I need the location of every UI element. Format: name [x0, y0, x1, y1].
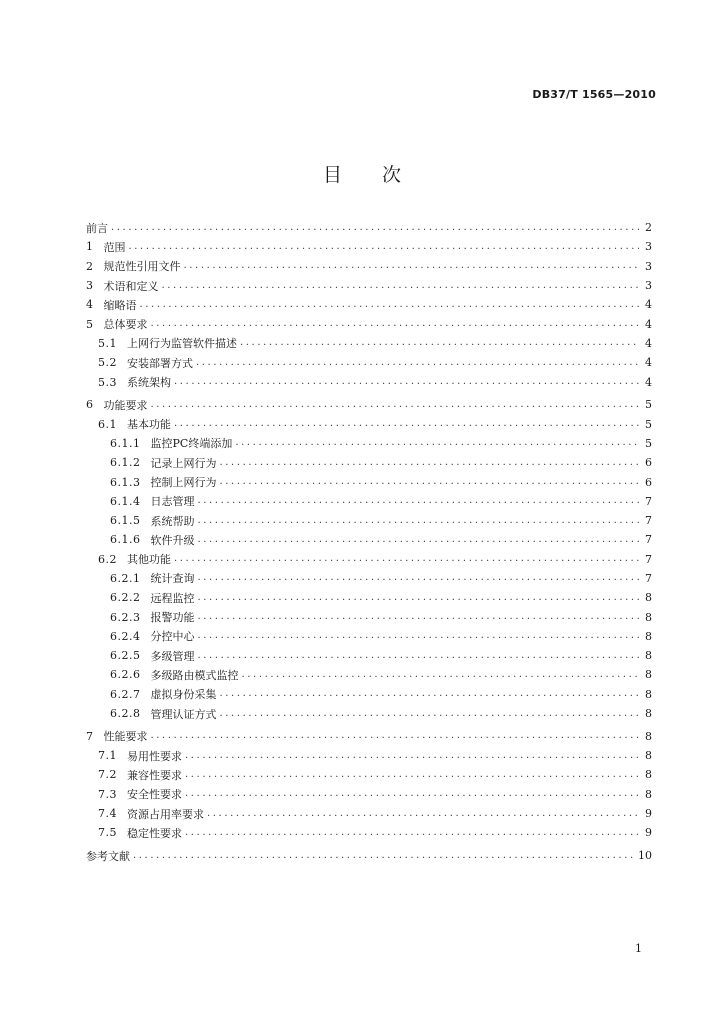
toc-entry-label: 兼容性要求: [127, 768, 182, 782]
toc-entry-page-number: 4: [645, 336, 652, 350]
toc-entry-page-number: 8: [645, 768, 652, 782]
toc-entry-number: 6.2.8: [110, 707, 141, 721]
toc-entry-label: 其他功能: [127, 553, 171, 567]
toc-entry-leader-dots: [185, 751, 639, 761]
toc-entry-leader-dots: [220, 689, 640, 699]
toc-entry-label: 规范性引用文件: [103, 260, 181, 274]
toc-entry-label: 缩略语: [103, 298, 137, 312]
toc-entry-number: 6: [86, 398, 94, 412]
toc-entry[interactable]: [86, 530, 652, 549]
toc-entry-leader-dots: [198, 631, 640, 641]
toc-entry-leader-dots: [198, 516, 640, 526]
toc-entry-label: 功能要求: [103, 398, 148, 412]
toc-entry-leader-dots: [174, 554, 639, 564]
toc-entry-leader-dots: [198, 651, 640, 661]
toc-entry-number: 7.1: [98, 749, 117, 763]
toc-title: [0, 160, 724, 187]
toc-entry-label: 总体要求: [103, 318, 148, 332]
toc-entry-leader-dots: [111, 223, 639, 233]
toc-entry-leader-dots: [174, 377, 639, 387]
toc-entry-page-number: 8: [645, 629, 652, 643]
toc-entry-number: 6.1.6: [110, 533, 141, 547]
toc-entry[interactable]: [86, 746, 652, 765]
toc-entry-leader-dots: [185, 770, 639, 780]
toc-entry-page-number: 7: [645, 514, 652, 528]
toc-entry-leader-dots: [129, 242, 640, 252]
toc-entry-leader-dots: [198, 496, 640, 506]
toc-entry-leader-dots: [240, 338, 639, 348]
toc-entry-label: 术语和定义: [103, 279, 159, 293]
toc-entry-label: 前言: [86, 221, 108, 235]
toc-entry[interactable]: [86, 257, 652, 276]
toc-entry-page-number: 7: [645, 533, 652, 547]
toc-entry-number: 7.3: [98, 787, 117, 801]
toc-entry-page-number: 4: [645, 375, 652, 389]
toc-entry-label: 日志管理: [150, 495, 195, 509]
toc-entry-label: 性能要求: [103, 730, 148, 744]
toc-entry-leader-dots: [198, 573, 640, 583]
toc-entry-label: 稳定性要求: [127, 826, 182, 840]
toc-entry-number: 6.2.5: [110, 649, 141, 663]
document-code: DB37/T 1565—2010: [532, 88, 656, 101]
toc-entry-leader-dots: [185, 828, 639, 838]
toc-entry-page-number: 3: [645, 279, 652, 293]
toc-entry-label: 控制上网行为: [150, 476, 217, 489]
toc-entry[interactable]: [86, 353, 652, 372]
toc-entry-leader-dots: [184, 261, 640, 271]
toc-entry-leader-dots: [174, 419, 639, 429]
toc-entry-number: 5: [86, 317, 94, 331]
toc-entry-leader-dots: [151, 731, 640, 741]
toc-entry-label: 监控PC终端添加: [150, 437, 233, 451]
toc-entry-leader-dots: [198, 593, 640, 603]
toc-entry-label: 基本功能: [127, 418, 171, 432]
toc-entry[interactable]: [86, 372, 652, 391]
toc-entry[interactable]: [86, 453, 652, 472]
toc-entry-leader-dots: [220, 709, 640, 719]
toc-entry-number: 7.4: [98, 807, 117, 821]
toc-entry[interactable]: [86, 846, 652, 865]
toc-entry[interactable]: [86, 823, 652, 842]
toc-entry-number: 6.2.1: [110, 571, 141, 585]
toc-entry[interactable]: [86, 550, 652, 569]
toc-entry-label: 多级路由模式监控: [150, 668, 239, 682]
toc-entry-number: 6.1.5: [110, 514, 141, 528]
toc-entry-page-number: 6: [645, 456, 652, 470]
toc-entry-leader-dots: [162, 281, 640, 291]
toc-entry-page-number: 7: [645, 494, 652, 508]
toc-entry-label: 参考文献: [86, 849, 130, 863]
toc-entry-label: 范围: [103, 240, 126, 254]
toc-entry[interactable]: [86, 627, 652, 646]
toc-entry-number: 7.5: [98, 826, 117, 840]
toc-entry[interactable]: [86, 607, 652, 626]
toc-entry-label: 易用性要求: [127, 749, 182, 763]
toc-entry-label: 安装部署方式: [127, 356, 193, 370]
toc-entry-number: 6.2.7: [110, 687, 141, 701]
toc-entry[interactable]: [86, 665, 652, 684]
toc-entry-page-number: 3: [645, 259, 652, 273]
toc-entry[interactable]: [86, 492, 652, 511]
toc-entry-number: 5.1: [98, 336, 117, 350]
toc-entry-label: 软件升级: [150, 533, 195, 547]
toc-entry[interactable]: [86, 588, 652, 607]
toc-entry-page-number: 8: [645, 591, 652, 605]
toc-entry[interactable]: [86, 727, 652, 746]
toc-title-char-1: 目: [322, 164, 342, 186]
toc-entry-number: 6.2.4: [110, 629, 141, 643]
toc-entry-number: 3: [86, 279, 94, 293]
toc-entry-label: 管理认证方式: [150, 707, 217, 721]
toc-entry-page-number: 5: [645, 436, 652, 450]
toc-entry-page-number: 5: [645, 417, 652, 431]
toc-entry-leader-dots: [140, 300, 640, 310]
toc-entry-leader-dots: [151, 400, 640, 410]
toc-entry-page-number: 7: [645, 552, 652, 566]
toc-entry-label: 虚拟身份采集: [150, 688, 217, 702]
toc-entry-number: 6.2: [98, 552, 117, 566]
toc-entry-page-number: 4: [645, 317, 652, 331]
toc-entry-leader-dots: [235, 438, 639, 448]
toc-entry-page-number: 4: [645, 356, 652, 370]
toc-entry-label: 上网行为监管软件描述: [127, 337, 237, 351]
toc-entry[interactable]: [86, 414, 652, 433]
toc-entry-number: 6.2.3: [110, 610, 141, 624]
toc-entry[interactable]: [86, 569, 652, 588]
toc-entry-page-number: 4: [645, 298, 652, 312]
toc-entry-page-number: 2: [645, 221, 652, 235]
toc-entry-number: 6.1.3: [110, 475, 141, 489]
toc-entry-label: 远程监控: [150, 591, 195, 605]
toc-entry-number: 6.1: [98, 417, 117, 431]
toc-entry-number: 5.3: [98, 375, 117, 389]
toc-entry[interactable]: [86, 804, 652, 823]
toc-entry[interactable]: [86, 685, 652, 704]
toc-entry-number: 6.2.6: [110, 668, 141, 682]
toc-entry-label: 系统帮助: [150, 514, 195, 528]
toc-entry-number: 2: [86, 259, 94, 273]
toc-entry-number: 6.2.2: [110, 591, 141, 605]
toc-entry-label: 系统架构: [127, 376, 171, 390]
toc-entry[interactable]: [86, 334, 652, 353]
toc-entry[interactable]: [86, 646, 652, 665]
toc-entry-page-number: 8: [645, 610, 652, 624]
toc-entry-label: 资源占用率要求: [127, 807, 204, 821]
toc-entry-leader-dots: [196, 358, 639, 368]
toc-entry[interactable]: [86, 511, 652, 530]
toc-entry-page-number: 5: [645, 398, 652, 412]
toc-entry-leader-dots: [242, 670, 640, 680]
toc-entry-number: 6.1.2: [110, 456, 141, 470]
table-of-contents: [86, 218, 652, 865]
toc-entry[interactable]: [86, 314, 652, 333]
toc-entry[interactable]: [86, 276, 652, 295]
toc-entry[interactable]: [86, 765, 652, 784]
toc-entry-label: 分控中心: [150, 630, 195, 644]
toc-entry-label: 记录上网行为: [150, 456, 217, 470]
toc-entry-page-number: 9: [645, 807, 652, 821]
toc-entry-page-number: 8: [645, 749, 652, 763]
toc-entry-page-number: 8: [645, 668, 652, 682]
toc-entry[interactable]: [86, 237, 652, 256]
toc-entry-page-number: 6: [645, 475, 652, 489]
toc-entry-page-number: 8: [645, 687, 652, 701]
toc-entry-label: 统计查询: [150, 572, 195, 586]
toc-entry-leader-dots: [220, 458, 640, 468]
toc-entry-leader-dots: [198, 535, 640, 545]
toc-entry-page-number: 9: [645, 826, 652, 840]
toc-entry-page-number: 10: [638, 849, 652, 863]
toc-entry-leader-dots: [207, 809, 639, 819]
toc-entry-page-number: 8: [645, 649, 652, 663]
toc-entry-page-number: 8: [645, 729, 652, 743]
toc-entry-page-number: 7: [645, 571, 652, 585]
toc-entry[interactable]: [86, 295, 652, 314]
toc-entry-page-number: 8: [645, 787, 652, 801]
page-number-value: 1: [635, 942, 642, 955]
toc-title-char-2: 次: [382, 164, 402, 186]
toc-entry-number: 6.1.4: [110, 494, 141, 508]
toc-entry-leader-dots: [198, 612, 640, 622]
toc-entry-page-number: 3: [645, 240, 652, 254]
toc-entry-number: 1: [86, 240, 94, 254]
toc-entry-label: 报警功能: [150, 611, 195, 625]
toc-entry[interactable]: [86, 472, 652, 491]
toc-entry-number: 5.2: [98, 356, 117, 370]
toc-entry-leader-dots: [220, 477, 640, 487]
toc-entry-number: 4: [86, 298, 94, 312]
toc-entry[interactable]: [86, 395, 652, 414]
toc-entry[interactable]: [86, 785, 652, 804]
toc-entry-page-number: 8: [645, 707, 652, 721]
toc-entry[interactable]: [86, 434, 652, 453]
toc-entry-number: 7: [86, 729, 94, 743]
toc-entry[interactable]: [86, 704, 652, 723]
toc-entry-label: 多级管理: [150, 649, 195, 663]
toc-entry-leader-dots: [185, 789, 639, 799]
toc-entry-leader-dots: [133, 851, 635, 861]
toc-entry-number: 6.1.1: [110, 436, 141, 450]
toc-entry-number: 7.2: [98, 768, 117, 782]
toc-entry[interactable]: [86, 218, 652, 237]
toc-entry-label: 安全性要求: [127, 788, 182, 802]
toc-entry-leader-dots: [151, 319, 640, 329]
